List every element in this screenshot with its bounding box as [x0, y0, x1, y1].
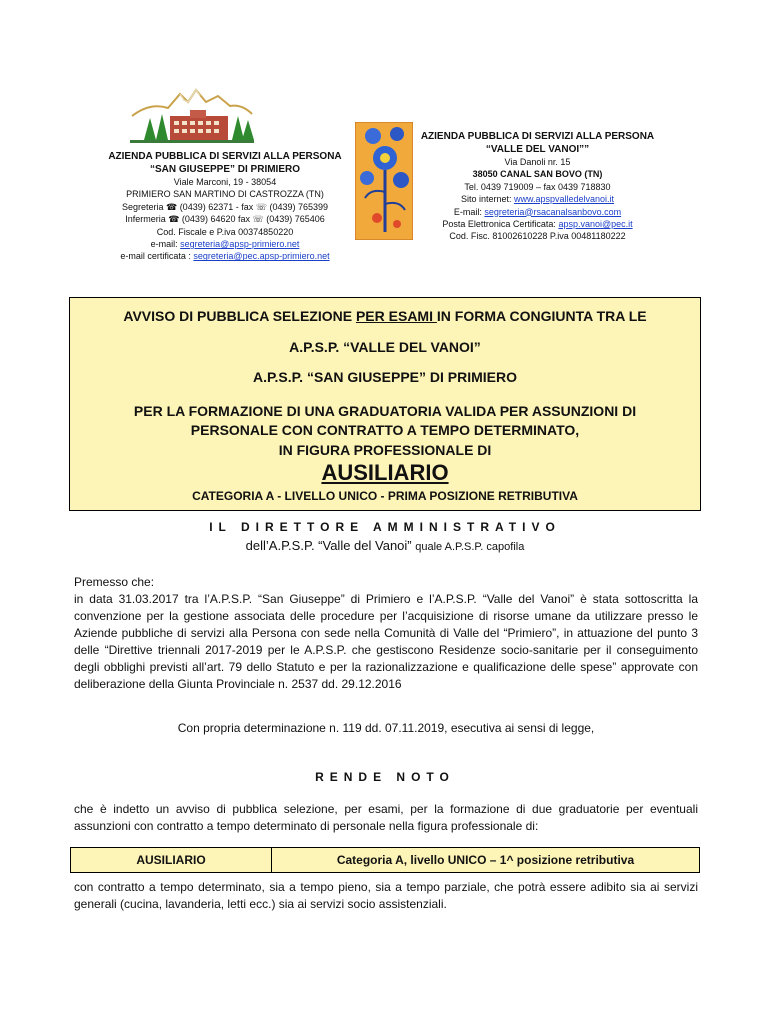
left-pec-label: e-mail certificata : — [120, 251, 194, 262]
left-city: PRIMIERO SAN MARTINO DI CASTROZZA (TN) — [126, 189, 324, 200]
right-street: Via Danoli nr. 15 — [504, 157, 571, 167]
right-city: 38050 CANAL SAN BOVO (TN) — [472, 169, 603, 180]
valle-del-vanoi-letterhead — [400, 130, 675, 243]
right-site-line — [400, 193, 675, 205]
right-org-name-line1: AZIENDA PUBBLICA DI SERVIZI ALLA PERSONA — [420, 131, 655, 142]
title-line-1a: AVVISO DI PUBBLICA SELEZIONE — [123, 308, 356, 324]
director-sub-small: quale A.P.S.P. capofila — [415, 541, 525, 553]
title-line-5: PERSONALE CON CONTRATTO A TEMPO DETERMINATO, — [190, 422, 580, 438]
right-email-line — [400, 206, 675, 218]
left-org-name-line2: “SAN GIUSEPPE” DI PRIMIERO — [149, 164, 301, 175]
contratto-paragraph: con contratto a tempo determinato, sia a tempo pieno, sia a tempo parziale, che potrà essere adibito sia ai servizi generali (cucina, lavanderia, letti ecc.) sia ai servizi socio assistenziali. — [74, 880, 698, 911]
title-per-esami: PER ESAMI — [355, 308, 437, 324]
title-line-1c: IN FORMA CONGIUNTA TRA LE — [436, 308, 647, 324]
position-table — [70, 847, 700, 873]
director-subtitle — [0, 538, 770, 553]
title-line-1 — [70, 308, 700, 324]
position-profile-cell: AUSILIARIO — [71, 848, 272, 872]
san-giuseppe-logo — [130, 82, 254, 146]
left-org-name-line1: AZIENDA PUBBLICA DI SERVIZI ALLA PERSONA — [108, 151, 342, 162]
title-line-2: A.P.S.P. “VALLE DEL VANOI” — [289, 339, 481, 355]
indetto-paragraph: che è indetto un avviso di pubblica selezione, per esami, per la formazione di due graduatorie per eventuali assunzioni con contratto a tempo determinato di personale nella figura professionale di: — [74, 802, 698, 833]
right-org-name-line2: “VALLE DEL VANOI”” — [485, 144, 590, 155]
position-category-cell: Categoria A, livello UNICO – 1^ posizione retributiva — [336, 853, 635, 867]
title-line-4: PER LA FORMAZIONE DI UNA GRADUATORIA VALIDA PER ASSUNZIONI DI — [133, 403, 637, 419]
title-category: CATEGORIA A - LIVELLO UNICO - PRIMA POSIZIONE RETRIBUTIVA — [192, 489, 578, 503]
notice-title-box — [69, 297, 701, 511]
title-line-3: A.P.S.P. “SAN GIUSEPPE” DI PRIMIERO — [253, 369, 517, 385]
left-email-line — [60, 238, 390, 250]
left-segreteria: Segreteria ☎ (0439) 62371 - fax ☏ (0439) 765399 — [121, 201, 329, 212]
determinazione-line: Con propria determinazione n. 119 dd. 07.11.2019, esecutiva ai sensi di legge, — [177, 721, 595, 735]
director-heading: IL DIRETTORE AMMINISTRATIVO — [209, 520, 561, 534]
title-line-6: IN FIGURA PROFESSIONALE DI — [278, 442, 492, 458]
left-address: Viale Marconi, 19 - 38054 — [173, 177, 277, 187]
right-email-link[interactable]: segreteria@rsacanalsanbovo.com — [484, 206, 622, 217]
premesso-paragraph: in data 31.03.2017 tra l’A.P.S.P. “San Giuseppe” di Primiero e l’A.P.S.P. “Valle del Vanoi” è stata sottoscritta la convenzione per la gestione associata delle procedure per l’acquisizione di risorse umane da utilizzare presso le Aziende pubbliche di servizi alla Persona con sede nella Comunità di Valle del “Primiero”, in attuazione del punto 3 delle “Direttive triennali 2017-2019 per le A.P.S.P. che gestiscono Residenze socio-sanitarie per il conseguimento degli obblighi previsti all’art. 79 dello Statuto e per la razionalizzazione e qualificazione delle spese” approvate con deliberazione della Giunta Provinciale n. 2537 dd. 29.12.2016 — [74, 592, 698, 691]
right-pec-line — [400, 218, 675, 230]
san-giuseppe-letterhead — [60, 150, 390, 263]
right-email-label: E-mail: — [453, 206, 485, 217]
left-pec-line — [60, 250, 390, 262]
right-site-label: Sito internet: — [460, 194, 514, 205]
left-fiscal-code: Cod. Fiscale e P.iva 00374850220 — [156, 226, 294, 237]
left-pec-link[interactable]: segreteria@pec.apsp-primiero.net — [193, 251, 330, 262]
right-pec-label: Posta Elettronica Certificata: — [442, 219, 559, 230]
left-email-link[interactable]: segreteria@apsp-primiero.net — [180, 239, 300, 250]
right-pec-link[interactable]: apsp.vanoi@pec.it — [558, 219, 633, 230]
right-tel: Tel. 0439 719009 – fax 0439 718830 — [464, 181, 611, 192]
right-fiscal-code: Cod. Fisc. 81002610228 P.iva 00481180222 — [449, 231, 626, 242]
right-site-link[interactable]: www.apspvalledelvanoi.it — [513, 194, 615, 205]
director-sub-main: dell’A.P.S.P. “Valle del Vanoi” — [245, 538, 416, 553]
premesso-label: Premesso che: — [74, 575, 155, 589]
left-infermeria: Infermeria ☎ (0439) 64620 fax ☏ (0439) 765406 — [125, 214, 325, 225]
title-profile: AUSILIARIO — [321, 460, 449, 485]
rende-noto-heading: RENDE NOTO — [315, 770, 455, 784]
left-email-label: e-mail: — [150, 239, 181, 250]
